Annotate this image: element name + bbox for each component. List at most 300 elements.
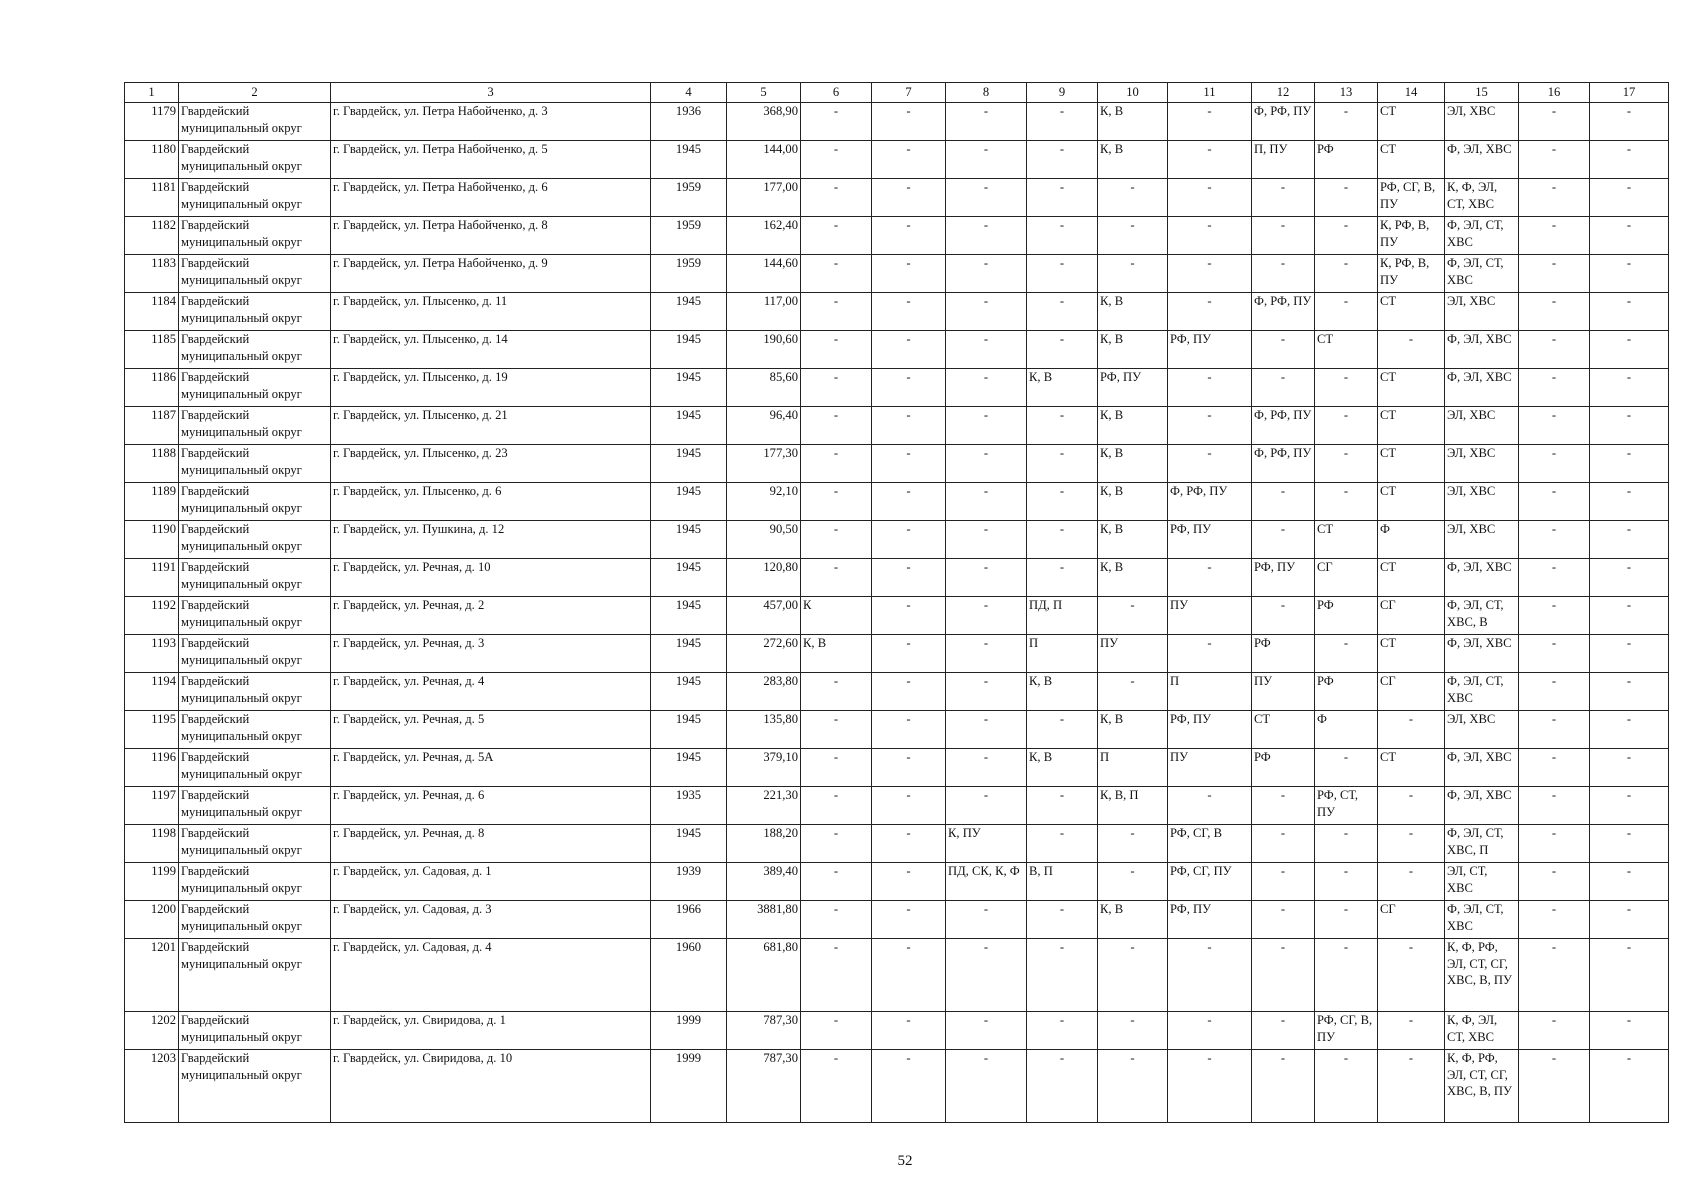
table-cell-col-8: - <box>946 483 1027 521</box>
table-cell-col-1: 1188 <box>125 445 179 483</box>
table-cell-col-4: 1945 <box>651 749 727 787</box>
table-cell-col-16: - <box>1519 673 1590 711</box>
table-cell-col-1: 1192 <box>125 597 179 635</box>
table-cell-col-7: - <box>872 445 946 483</box>
table-cell-col-13: - <box>1315 217 1378 255</box>
table-cell-col-15: Ф, ЭЛ, СТ, ХВС, П <box>1445 825 1519 863</box>
table-cell-col-11: РФ, ПУ <box>1168 521 1252 559</box>
table-cell-col-3: г. Гвардейск, ул. Петра Набойченко, д. 8 <box>331 217 651 255</box>
table-cell-col-12: Ф, РФ, ПУ <box>1252 293 1315 331</box>
table-cell-col-2: Гвардейский муниципальный округ <box>179 825 331 863</box>
table-cell-col-8: - <box>946 141 1027 179</box>
table-cell-col-9: К, В <box>1027 749 1098 787</box>
table-row <box>125 407 1669 445</box>
table-cell-col-17: - <box>1590 901 1669 939</box>
table-cell-col-17: - <box>1590 483 1669 521</box>
table-cell-col-12: П, ПУ <box>1252 141 1315 179</box>
table-cell-col-8: - <box>946 635 1027 673</box>
table-cell-col-12: - <box>1252 521 1315 559</box>
table-cell-col-13: - <box>1315 1050 1378 1123</box>
header-row <box>125 83 1669 103</box>
table-cell-col-12: ПУ <box>1252 673 1315 711</box>
column-header-1: 1 <box>125 83 179 103</box>
table-cell-col-14: СГ <box>1378 673 1445 711</box>
table-cell-col-13: - <box>1315 863 1378 901</box>
table-cell-col-4: 1935 <box>651 787 727 825</box>
table-cell-col-14: СТ <box>1378 559 1445 597</box>
table-cell-col-11: - <box>1168 369 1252 407</box>
register-table <box>124 82 1669 1123</box>
table-row <box>125 1050 1669 1123</box>
table-row <box>125 825 1669 863</box>
table-cell-col-3: г. Гвардейск, ул. Речная, д. 8 <box>331 825 651 863</box>
table-cell-col-15: ЭЛ, ХВС <box>1445 103 1519 141</box>
table-cell-col-2: Гвардейский муниципальный округ <box>179 1012 331 1050</box>
table-row <box>125 255 1669 293</box>
table-cell-col-10: - <box>1098 673 1168 711</box>
table-cell-col-2: Гвардейский муниципальный округ <box>179 787 331 825</box>
table-cell-col-11: - <box>1168 217 1252 255</box>
table-cell-col-7: - <box>872 1050 946 1123</box>
table-cell-col-11: - <box>1168 787 1252 825</box>
table-cell-col-16: - <box>1519 787 1590 825</box>
table-cell-col-5: 190,60 <box>727 331 801 369</box>
table-cell-col-16: - <box>1519 445 1590 483</box>
table-cell-col-11: - <box>1168 179 1252 217</box>
table-row <box>125 863 1669 901</box>
table-cell-col-13: - <box>1315 901 1378 939</box>
table-cell-col-1: 1199 <box>125 863 179 901</box>
table-cell-col-17: - <box>1590 673 1669 711</box>
table-cell-col-3: г. Гвардейск, ул. Плысенко, д. 21 <box>331 407 651 445</box>
table-cell-col-15: ЭЛ, ХВС <box>1445 483 1519 521</box>
table-cell-col-17: - <box>1590 1012 1669 1050</box>
table-cell-col-1: 1194 <box>125 673 179 711</box>
table-cell-col-9: - <box>1027 1050 1098 1123</box>
table-cell-col-15: ЭЛ, ХВС <box>1445 521 1519 559</box>
table-cell-col-8: - <box>946 901 1027 939</box>
table-cell-col-14: СТ <box>1378 407 1445 445</box>
table-cell-col-15: Ф, ЭЛ, ХВС <box>1445 749 1519 787</box>
table-cell-col-15: Ф, ЭЛ, СТ, ХВС <box>1445 901 1519 939</box>
table-cell-col-13: Ф <box>1315 711 1378 749</box>
table-cell-col-2: Гвардейский муниципальный округ <box>179 103 331 141</box>
table-cell-col-3: г. Гвардейск, ул. Речная, д. 3 <box>331 635 651 673</box>
table-cell-col-2: Гвардейский муниципальный округ <box>179 179 331 217</box>
table-cell-col-17: - <box>1590 939 1669 1012</box>
table-cell-col-14: СТ <box>1378 369 1445 407</box>
table-cell-col-3: г. Гвардейск, ул. Петра Набойченко, д. 6 <box>331 179 651 217</box>
table-cell-col-7: - <box>872 331 946 369</box>
table-cell-col-15: Ф, ЭЛ, СТ, ХВС, В <box>1445 597 1519 635</box>
table-cell-col-6: К, В <box>801 635 872 673</box>
column-header-3: 3 <box>331 83 651 103</box>
table-cell-col-10: П <box>1098 749 1168 787</box>
table-cell-col-1: 1185 <box>125 331 179 369</box>
table-cell-col-17: - <box>1590 711 1669 749</box>
table-row <box>125 749 1669 787</box>
table-cell-col-9: - <box>1027 217 1098 255</box>
table-cell-col-1: 1184 <box>125 293 179 331</box>
table-cell-col-7: - <box>872 901 946 939</box>
table-body <box>125 103 1669 1123</box>
column-header-16: 16 <box>1519 83 1590 103</box>
table-cell-col-11: - <box>1168 635 1252 673</box>
table-cell-col-3: г. Гвардейск, ул. Плысенко, д. 6 <box>331 483 651 521</box>
table-cell-col-7: - <box>872 141 946 179</box>
table-cell-col-3: г. Гвардейск, ул. Речная, д. 2 <box>331 597 651 635</box>
table-cell-col-9: - <box>1027 141 1098 179</box>
table-cell-col-15: Ф, ЭЛ, ХВС <box>1445 141 1519 179</box>
table-cell-col-13: - <box>1315 103 1378 141</box>
table-cell-col-4: 1945 <box>651 331 727 369</box>
table-cell-col-12: - <box>1252 597 1315 635</box>
table-cell-col-17: - <box>1590 521 1669 559</box>
table-cell-col-12: - <box>1252 939 1315 1012</box>
table-cell-col-15: ЭЛ, ХВС <box>1445 711 1519 749</box>
column-header-15: 15 <box>1445 83 1519 103</box>
table-cell-col-3: г. Гвардейск, ул. Плысенко, д. 11 <box>331 293 651 331</box>
table-cell-col-16: - <box>1519 331 1590 369</box>
table-cell-col-1: 1201 <box>125 939 179 1012</box>
table-cell-col-5: 85,60 <box>727 369 801 407</box>
table-cell-col-5: 177,00 <box>727 179 801 217</box>
table-cell-col-17: - <box>1590 787 1669 825</box>
table-cell-col-3: г. Гвардейск, ул. Речная, д. 10 <box>331 559 651 597</box>
table-cell-col-10: К, В, П <box>1098 787 1168 825</box>
table-cell-col-6: - <box>801 141 872 179</box>
table-cell-col-12: - <box>1252 331 1315 369</box>
table-cell-col-4: 1945 <box>651 521 727 559</box>
table-row <box>125 521 1669 559</box>
table-cell-col-16: - <box>1519 901 1590 939</box>
table-cell-col-11: - <box>1168 559 1252 597</box>
table-cell-col-8: - <box>946 521 1027 559</box>
table-cell-col-10: К, В <box>1098 483 1168 521</box>
table-cell-col-7: - <box>872 597 946 635</box>
table-cell-col-12: - <box>1252 217 1315 255</box>
table-cell-col-12: Ф, РФ, ПУ <box>1252 445 1315 483</box>
table-cell-col-4: 1999 <box>651 1012 727 1050</box>
table-cell-col-6: - <box>801 673 872 711</box>
table-cell-col-6: - <box>801 901 872 939</box>
table-cell-col-8: - <box>946 597 1027 635</box>
table-cell-col-17: - <box>1590 749 1669 787</box>
table-cell-col-12: - <box>1252 901 1315 939</box>
table-cell-col-10: К, В <box>1098 901 1168 939</box>
table-cell-col-16: - <box>1519 635 1590 673</box>
table-cell-col-12: СТ <box>1252 711 1315 749</box>
table-cell-col-8: - <box>946 217 1027 255</box>
table-cell-col-14: РФ, СГ, В, ПУ <box>1378 179 1445 217</box>
table-row <box>125 483 1669 521</box>
table-cell-col-15: Ф, ЭЛ, ХВС <box>1445 787 1519 825</box>
table-cell-col-7: - <box>872 673 946 711</box>
table-row <box>125 217 1669 255</box>
table-row <box>125 711 1669 749</box>
column-header-10: 10 <box>1098 83 1168 103</box>
column-header-9: 9 <box>1027 83 1098 103</box>
table-cell-col-17: - <box>1590 103 1669 141</box>
table-cell-col-9: - <box>1027 331 1098 369</box>
table-cell-col-7: - <box>872 787 946 825</box>
table-cell-col-10: - <box>1098 939 1168 1012</box>
table-cell-col-11: РФ, ПУ <box>1168 901 1252 939</box>
table-cell-col-13: - <box>1315 825 1378 863</box>
table-cell-col-14: К, РФ, В, ПУ <box>1378 255 1445 293</box>
table-cell-col-14: - <box>1378 787 1445 825</box>
table-cell-col-5: 120,80 <box>727 559 801 597</box>
table-cell-col-11: - <box>1168 407 1252 445</box>
table-cell-col-3: г. Гвардейск, ул. Петра Набойченко, д. 3 <box>331 103 651 141</box>
table-cell-col-11: П <box>1168 673 1252 711</box>
table-cell-col-12: - <box>1252 255 1315 293</box>
table-cell-col-2: Гвардейский муниципальный округ <box>179 1050 331 1123</box>
table-cell-col-14: СТ <box>1378 103 1445 141</box>
table-cell-col-1: 1191 <box>125 559 179 597</box>
table-cell-col-2: Гвардейский муниципальный округ <box>179 635 331 673</box>
table-cell-col-9: - <box>1027 179 1098 217</box>
table-row <box>125 901 1669 939</box>
table-cell-col-16: - <box>1519 141 1590 179</box>
table-cell-col-5: 117,00 <box>727 293 801 331</box>
table-cell-col-17: - <box>1590 825 1669 863</box>
table-cell-col-8: - <box>946 673 1027 711</box>
table-cell-col-10: К, В <box>1098 407 1168 445</box>
table-cell-col-14: - <box>1378 331 1445 369</box>
table-cell-col-14: - <box>1378 863 1445 901</box>
table-cell-col-16: - <box>1519 217 1590 255</box>
table-cell-col-9: В, П <box>1027 863 1098 901</box>
column-header-12: 12 <box>1252 83 1315 103</box>
table-cell-col-1: 1187 <box>125 407 179 445</box>
table-cell-col-7: - <box>872 863 946 901</box>
table-cell-col-16: - <box>1519 103 1590 141</box>
table-cell-col-8: - <box>946 1012 1027 1050</box>
table-cell-col-12: - <box>1252 787 1315 825</box>
table-cell-col-5: 283,80 <box>727 673 801 711</box>
table-cell-col-14: СТ <box>1378 635 1445 673</box>
table-cell-col-3: г. Гвардейск, ул. Пушкина, д. 12 <box>331 521 651 559</box>
table-cell-col-12: РФ <box>1252 635 1315 673</box>
table-cell-col-14: СТ <box>1378 749 1445 787</box>
table-cell-col-15: К, Ф, ЭЛ, СТ, ХВС <box>1445 1012 1519 1050</box>
table-cell-col-10: К, В <box>1098 141 1168 179</box>
table-cell-col-8: - <box>946 369 1027 407</box>
table-row <box>125 293 1669 331</box>
table-cell-col-5: 368,90 <box>727 103 801 141</box>
table-row <box>125 369 1669 407</box>
table-cell-col-5: 144,60 <box>727 255 801 293</box>
table-cell-col-10: К, В <box>1098 445 1168 483</box>
page-number: 52 <box>897 1153 913 1169</box>
table-cell-col-16: - <box>1519 711 1590 749</box>
table-cell-col-14: - <box>1378 1050 1445 1123</box>
table-cell-col-2: Гвардейский муниципальный округ <box>179 901 331 939</box>
table-cell-col-9: К, В <box>1027 673 1098 711</box>
table-cell-col-12: Ф, РФ, ПУ <box>1252 407 1315 445</box>
table-cell-col-12: - <box>1252 825 1315 863</box>
table-cell-col-1: 1183 <box>125 255 179 293</box>
table-cell-col-16: - <box>1519 1012 1590 1050</box>
table-cell-col-8: - <box>946 1050 1027 1123</box>
table-cell-col-10: К, В <box>1098 521 1168 559</box>
table-cell-col-2: Гвардейский муниципальный округ <box>179 749 331 787</box>
table-cell-col-13: - <box>1315 939 1378 1012</box>
table-cell-col-13: - <box>1315 255 1378 293</box>
table-cell-col-17: - <box>1590 255 1669 293</box>
table-cell-col-6: - <box>801 103 872 141</box>
table-cell-col-7: - <box>872 825 946 863</box>
table-cell-col-14: - <box>1378 1012 1445 1050</box>
table-cell-col-3: г. Гвардейск, ул. Садовая, д. 4 <box>331 939 651 1012</box>
table-cell-col-12: Ф, РФ, ПУ <box>1252 103 1315 141</box>
table-cell-col-9: - <box>1027 255 1098 293</box>
table-cell-col-13: - <box>1315 749 1378 787</box>
table-cell-col-6: - <box>801 749 872 787</box>
table-row <box>125 179 1669 217</box>
table-cell-col-17: - <box>1590 369 1669 407</box>
table-cell-col-5: 272,60 <box>727 635 801 673</box>
table-cell-col-4: 1945 <box>651 293 727 331</box>
table-cell-col-16: - <box>1519 255 1590 293</box>
table-cell-col-3: г. Гвардейск, ул. Плысенко, д. 14 <box>331 331 651 369</box>
table-cell-col-10: - <box>1098 1050 1168 1123</box>
table-cell-col-10: К, В <box>1098 331 1168 369</box>
table-cell-col-4: 1959 <box>651 255 727 293</box>
table-cell-col-4: 1999 <box>651 1050 727 1123</box>
column-header-7: 7 <box>872 83 946 103</box>
table-cell-col-10: - <box>1098 255 1168 293</box>
table-cell-col-9: - <box>1027 787 1098 825</box>
table-cell-col-9: - <box>1027 939 1098 1012</box>
table-cell-col-2: Гвардейский муниципальный округ <box>179 597 331 635</box>
table-cell-col-13: СТ <box>1315 331 1378 369</box>
table-cell-col-9: ПД, П <box>1027 597 1098 635</box>
table-cell-col-10: - <box>1098 179 1168 217</box>
table-cell-col-6: - <box>801 559 872 597</box>
table-cell-col-4: 1945 <box>651 673 727 711</box>
table-cell-col-16: - <box>1519 597 1590 635</box>
table-cell-col-9: - <box>1027 559 1098 597</box>
table-cell-col-11: - <box>1168 255 1252 293</box>
table-cell-col-4: 1966 <box>651 901 727 939</box>
table-cell-col-14: СГ <box>1378 901 1445 939</box>
table-cell-col-6: - <box>801 179 872 217</box>
table-cell-col-6: - <box>801 445 872 483</box>
table-cell-col-1: 1196 <box>125 749 179 787</box>
table-cell-col-16: - <box>1519 179 1590 217</box>
table-cell-col-4: 1945 <box>651 559 727 597</box>
table-cell-col-16: - <box>1519 521 1590 559</box>
table-cell-col-7: - <box>872 559 946 597</box>
table-cell-col-2: Гвардейский муниципальный округ <box>179 673 331 711</box>
table-cell-col-11: Ф, РФ, ПУ <box>1168 483 1252 521</box>
table-cell-col-2: Гвардейский муниципальный округ <box>179 255 331 293</box>
table-cell-col-4: 1960 <box>651 939 727 1012</box>
table-cell-col-7: - <box>872 103 946 141</box>
table-cell-col-1: 1202 <box>125 1012 179 1050</box>
table-cell-col-8: - <box>946 559 1027 597</box>
table-cell-col-1: 1181 <box>125 179 179 217</box>
table-cell-col-11: - <box>1168 1012 1252 1050</box>
table-cell-col-11: - <box>1168 1050 1252 1123</box>
table-cell-col-4: 1939 <box>651 863 727 901</box>
table-cell-col-15: К, Ф, ЭЛ, СТ, ХВС <box>1445 179 1519 217</box>
table-cell-col-15: ЭЛ, ХВС <box>1445 293 1519 331</box>
table-cell-col-15: К, Ф, РФ, ЭЛ, СТ, СГ, ХВС, В, ПУ <box>1445 939 1519 1012</box>
table-cell-col-1: 1189 <box>125 483 179 521</box>
table-cell-col-1: 1193 <box>125 635 179 673</box>
table-cell-col-16: - <box>1519 407 1590 445</box>
table-cell-col-9: - <box>1027 1012 1098 1050</box>
table-cell-col-8: - <box>946 255 1027 293</box>
table-cell-col-7: - <box>872 369 946 407</box>
table-cell-col-17: - <box>1590 863 1669 901</box>
table-row <box>125 787 1669 825</box>
table-cell-col-5: 162,40 <box>727 217 801 255</box>
table-cell-col-8: - <box>946 445 1027 483</box>
table-cell-col-8: К, ПУ <box>946 825 1027 863</box>
table-cell-col-5: 96,40 <box>727 407 801 445</box>
table-cell-col-5: 3881,80 <box>727 901 801 939</box>
table-cell-col-11: - <box>1168 445 1252 483</box>
table-cell-col-6: - <box>801 711 872 749</box>
table-row <box>125 939 1669 1012</box>
table-cell-col-13: СТ <box>1315 521 1378 559</box>
table-cell-col-9: - <box>1027 483 1098 521</box>
column-header-8: 8 <box>946 83 1027 103</box>
table-cell-col-11: - <box>1168 103 1252 141</box>
table-cell-col-12: - <box>1252 1050 1315 1123</box>
table-cell-col-3: г. Гвардейск, ул. Плысенко, д. 19 <box>331 369 651 407</box>
table-cell-col-8: - <box>946 293 1027 331</box>
table-cell-col-14: К, РФ, В, ПУ <box>1378 217 1445 255</box>
table-cell-col-2: Гвардейский муниципальный округ <box>179 711 331 749</box>
table-cell-col-6: - <box>801 369 872 407</box>
table-cell-col-16: - <box>1519 1050 1590 1123</box>
table-cell-col-13: - <box>1315 635 1378 673</box>
table-cell-col-1: 1180 <box>125 141 179 179</box>
table-cell-col-5: 144,00 <box>727 141 801 179</box>
table-cell-col-6: - <box>801 787 872 825</box>
table-cell-col-5: 787,30 <box>727 1012 801 1050</box>
table-cell-col-5: 135,80 <box>727 711 801 749</box>
table-cell-col-1: 1203 <box>125 1050 179 1123</box>
table-cell-col-14: СТ <box>1378 141 1445 179</box>
table-cell-col-6: - <box>801 483 872 521</box>
table-cell-col-10: - <box>1098 825 1168 863</box>
table-cell-col-4: 1945 <box>651 407 727 445</box>
table-cell-col-5: 379,10 <box>727 749 801 787</box>
table-cell-col-8: - <box>946 103 1027 141</box>
table-cell-col-7: - <box>872 179 946 217</box>
table-row <box>125 1012 1669 1050</box>
table-row <box>125 103 1669 141</box>
table-cell-col-2: Гвардейский муниципальный округ <box>179 521 331 559</box>
table-cell-col-7: - <box>872 255 946 293</box>
table-cell-col-3: г. Гвардейск, ул. Речная, д. 4 <box>331 673 651 711</box>
column-header-13: 13 <box>1315 83 1378 103</box>
table-cell-col-13: - <box>1315 445 1378 483</box>
table-row <box>125 597 1669 635</box>
table-cell-col-13: РФ, СТ, ПУ <box>1315 787 1378 825</box>
table-cell-col-5: 457,00 <box>727 597 801 635</box>
table-cell-col-3: г. Гвардейск, ул. Речная, д. 6 <box>331 787 651 825</box>
table-cell-col-4: 1959 <box>651 179 727 217</box>
table-cell-col-6: - <box>801 407 872 445</box>
table-cell-col-15: Ф, ЭЛ, СТ, ХВС <box>1445 673 1519 711</box>
